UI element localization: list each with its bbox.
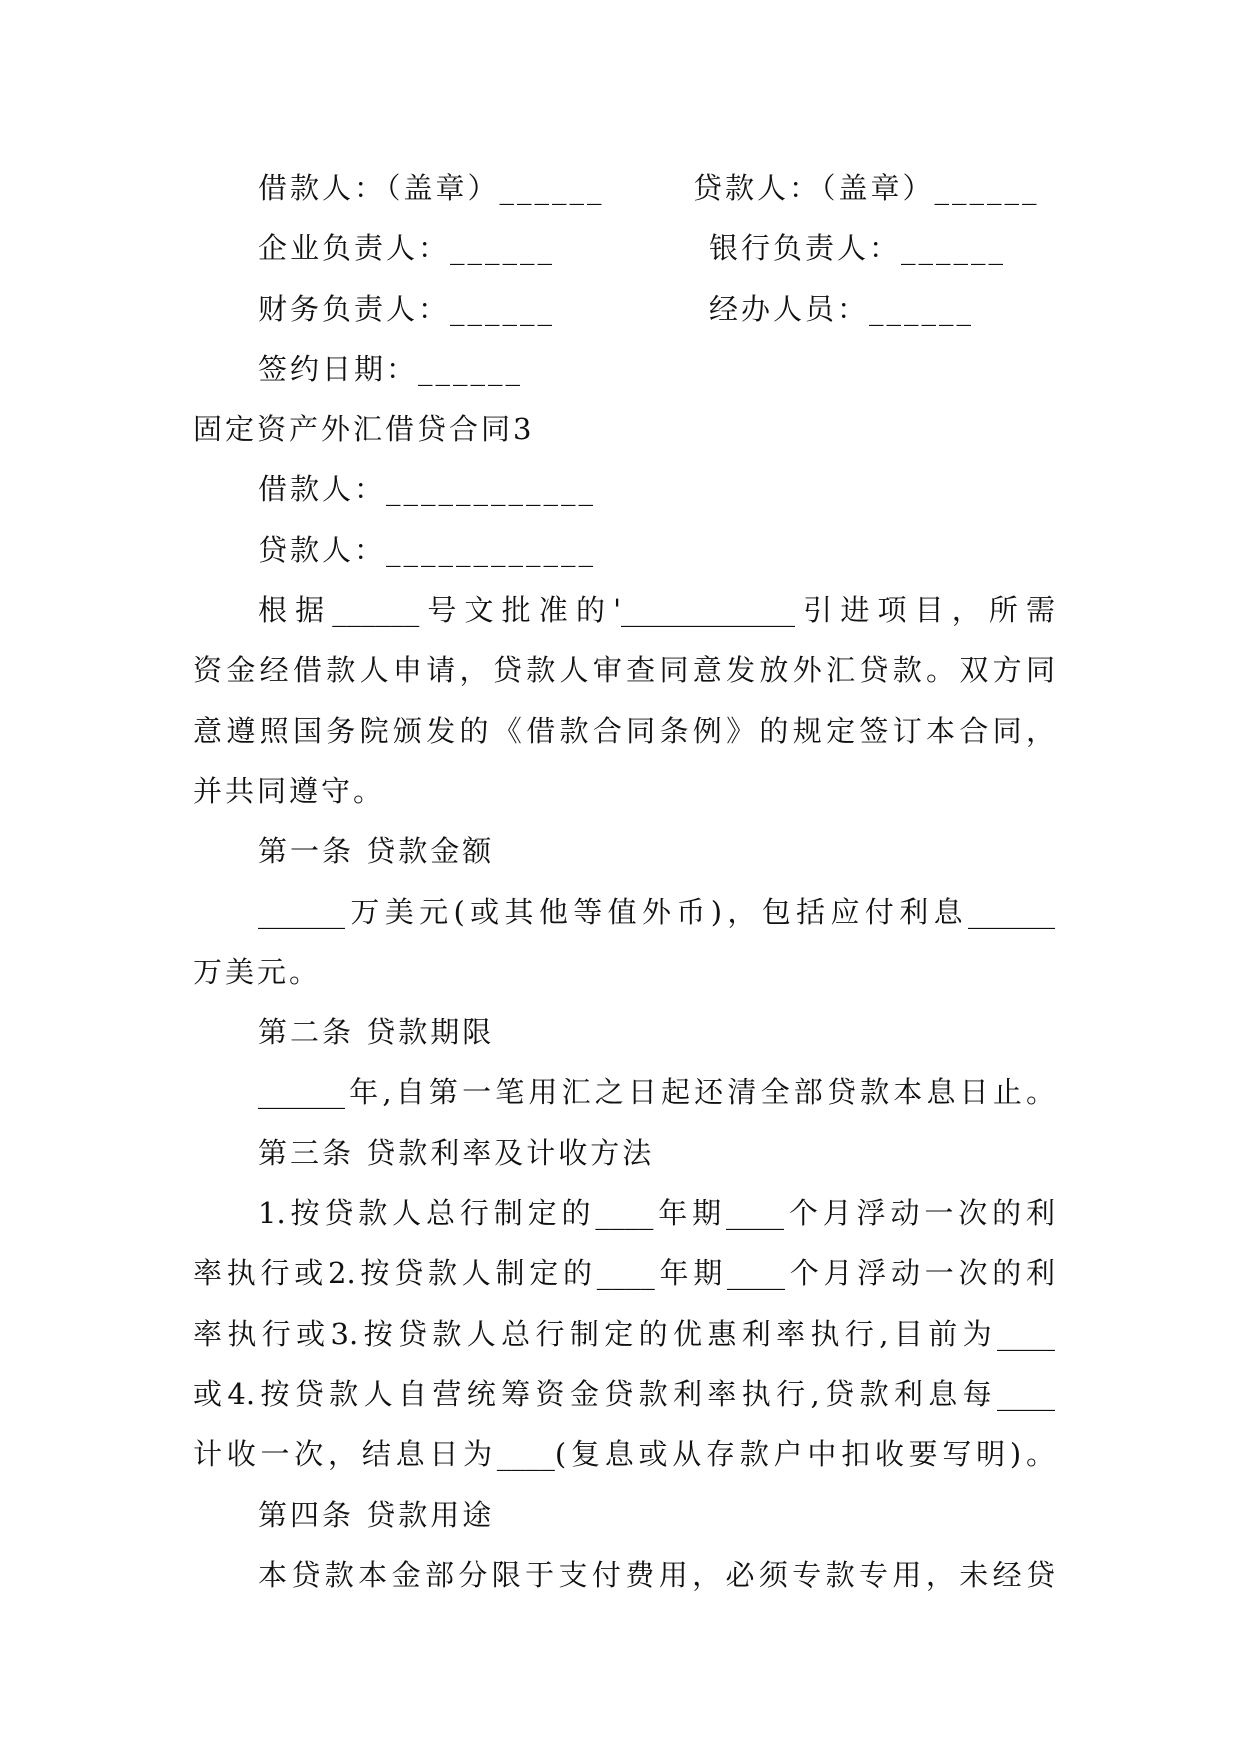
signature-row (193, 218, 1055, 278)
sign-date-field: 签约日期：______ (258, 351, 524, 386)
lender-seal-field: 贷款人：（盖章）______ (693, 171, 1040, 205)
bank-head-field: 银行负责人：______ (709, 231, 1007, 266)
article-4-body: 本贷款本金部分限于支付费用，必须专款专用，未经贷 (258, 1557, 1055, 1592)
handler-field: 经办人员：______ (709, 291, 975, 326)
preamble-line: 并共同遵守。 (193, 773, 386, 808)
preamble-line: 根据______号文批准的'____________引进项目，所需 (258, 593, 1055, 628)
article-3-body: 率执行或3.按贷款人总行制定的优惠利率执行,目前为____ (193, 1316, 1055, 1351)
preamble-line: 资金经借款人申请，贷款人审查同意发放外汇贷款。双方同 (193, 653, 1055, 688)
article-1-body: ______万美元(或其他等值外币)，包括应付利息______ (258, 894, 1055, 929)
article-3-body: 计收一次，结息日为____(复息或从存款户中扣收要写明)。 (193, 1437, 1055, 1472)
document-page (193, 158, 1055, 1605)
article-3-body: 1.按贷款人总行制定的____年期____个月浮动一次的利 (258, 1196, 1055, 1231)
signature-row (193, 279, 1055, 339)
article-1-title: 第一条 贷款金额 (258, 834, 495, 869)
contract-title: 固定资产外汇借贷合同3 (193, 412, 535, 447)
borrower-field: 借款人：____________ (258, 472, 597, 507)
article-3-body: 率执行或2.按贷款人制定的____年期____个月浮动一次的利 (193, 1256, 1055, 1291)
article-4-title: 第四条 贷款用途 (258, 1497, 495, 1532)
article-2-body: ______年,自第一笔用汇之日起还清全部贷款本息日止。 (258, 1075, 1055, 1110)
enterprise-head-field: 企业负责人：______ (258, 231, 556, 266)
article-3-title: 第三条 贷款利率及计收方法 (258, 1135, 655, 1170)
finance-head-field: 财务负责人：______ (258, 291, 556, 326)
article-3-body: 或4.按贷款人自营统筹资金贷款利率执行,贷款利息每____ (193, 1376, 1055, 1411)
article-2-title: 第二条 贷款期限 (258, 1015, 495, 1050)
signature-row (193, 158, 1055, 218)
preamble-line: 意遵照国务院颁发的《借款合同条例》的规定签订本合同， (193, 713, 1055, 748)
article-1-body: 万美元。 (193, 954, 322, 989)
lender-field: 贷款人：____________ (258, 532, 597, 567)
borrower-seal-field: 借款人：（盖章）______ (258, 171, 605, 205)
